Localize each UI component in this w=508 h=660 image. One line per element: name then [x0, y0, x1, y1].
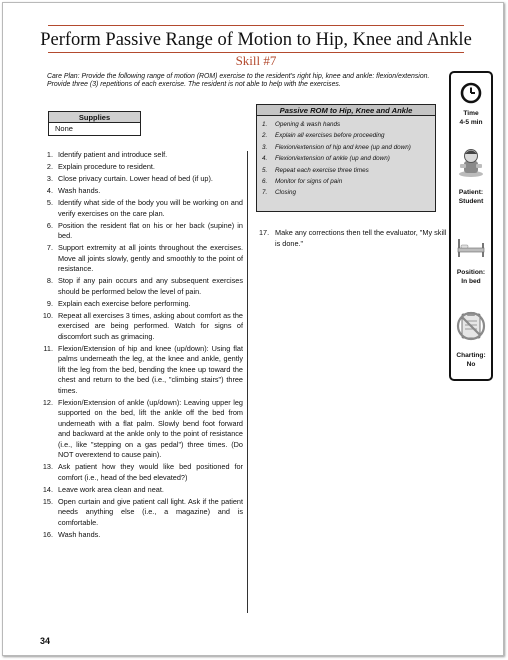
rom-box-item: 6. Monitor for signs of pain [262, 178, 343, 186]
procedure-step: 14. Leave work area clean and neat. [42, 484, 164, 494]
charting-label: Charting: [456, 352, 486, 359]
supplies-table [48, 111, 141, 136]
time-label: Time [463, 110, 479, 117]
rom-box-item: 3. Flexion/extension of hip and knee (up and down) [262, 143, 411, 151]
rom-summary-box [256, 104, 436, 212]
care-plan-text: Care Plan: Provide the following range of motion (ROM) exercise to the resident's right hip, knee and ankle: flexion/extension. Provide three (3) repetitions of each exercise. The resident is not able to help with the exercises. [47, 73, 430, 89]
no-charting-icon [451, 309, 491, 343]
patient-label: Patient: [458, 189, 484, 196]
bed-icon [451, 237, 491, 259]
rom-box-item: 1. Opening & wash hands [262, 121, 341, 128]
skill-number: Skill #7 [235, 53, 277, 68]
rom-box-item: 2. Explain all exercises before proceeding [262, 132, 385, 140]
procedure-step: 11. Flexion/Extension of hip and knee (up/down): Using flat palms underneath the leg, at the knee and ankle, gently lift the leg from the bed, bending the knee up toward the chest and return to the bed (i.e., "climbing stairs") three times. [43, 343, 243, 395]
skill-info-sidebar [449, 71, 493, 381]
procedure-step: 10. Repeat all exercises 3 times, asking about comfort as the exercised are being performed. Watch for signs of discomfort such as grimacing. [42, 310, 243, 341]
position-value: In bed [461, 278, 481, 285]
procedure-step: 12. Flexion/Extension of ankle (up/down): Leaving upper leg supported on the bed, lift the ankle off the bed from underneath with a flat palm. Slowly bend foot forward and backward at the ankle only to the point of resistance (i.e., like "stepping on a gas pedal") three times. (Do NOT overextend to cause pain). [42, 397, 243, 459]
rom-box-item: 5. Repeat each exercise three times [262, 166, 369, 174]
procedure-step: 4. Wash hands. [46, 186, 101, 195]
procedure-step-final: 17. Make any corrections then tell the evaluator, "My skill is done." [259, 228, 447, 248]
procedure-step: 5. Identify what side of the body you will be working on and verify exercises on the care plan. [46, 198, 243, 218]
time-value: 4-5 min [459, 119, 483, 126]
procedure-step: 2. Explain procedure to resident. [46, 162, 155, 171]
supplies-header: Supplies [49, 112, 140, 123]
procedure-steps [36, 150, 243, 542]
procedure-step: 6. Position the resident flat on his or her back (supine) in bed. [46, 220, 243, 240]
charting-value: No [466, 361, 476, 368]
procedure-step: 8. Stop if any pain occurs and any subsequent exercises should be performed below the level of pain. [46, 276, 243, 296]
patient-value: Student [458, 198, 484, 205]
rom-box-item: 4. Flexion/extension of ankle (up and down) [262, 155, 390, 163]
rom-box-list [257, 116, 435, 199]
patient-icon [451, 146, 491, 178]
procedure-step: 9. Explain each exercise before performing. [46, 298, 191, 308]
rom-box-item: 7. Closing [262, 189, 296, 197]
column-divider [247, 151, 248, 613]
clock-icon [451, 82, 491, 104]
title-top-rule [48, 25, 464, 26]
position-label: Position: [456, 269, 486, 276]
document-page [2, 2, 504, 656]
page-number: 34 [40, 636, 51, 646]
supplies-value: None [55, 124, 73, 133]
procedure-step: 1. Identify patient and introduce self. [46, 150, 168, 159]
page-title: Perform Passive Range of Motion to Hip, Knee and Ankle [40, 30, 472, 50]
procedure-step: 7. Support extremity at all joints throughout the exercises. Move all joints slowly, gently and smoothly to the point of resistance. [46, 243, 243, 273]
procedure-step: 13. Ask patient how they would like bed positioned for comfort (i.e., head of the bed elevated?) [42, 462, 243, 482]
rom-box-header: Passive ROM to Hip, Knee and Ankle [257, 105, 435, 116]
procedure-step: 16. Wash hands. [42, 529, 101, 539]
procedure-step: 15. Open curtain and give patient call light. Ask if the patient needs anything else (i.e., a magazine) and is comfortable. [42, 496, 243, 527]
procedure-step: 3. Close privacy curtain. Lower head of bed (if up). [46, 174, 213, 183]
